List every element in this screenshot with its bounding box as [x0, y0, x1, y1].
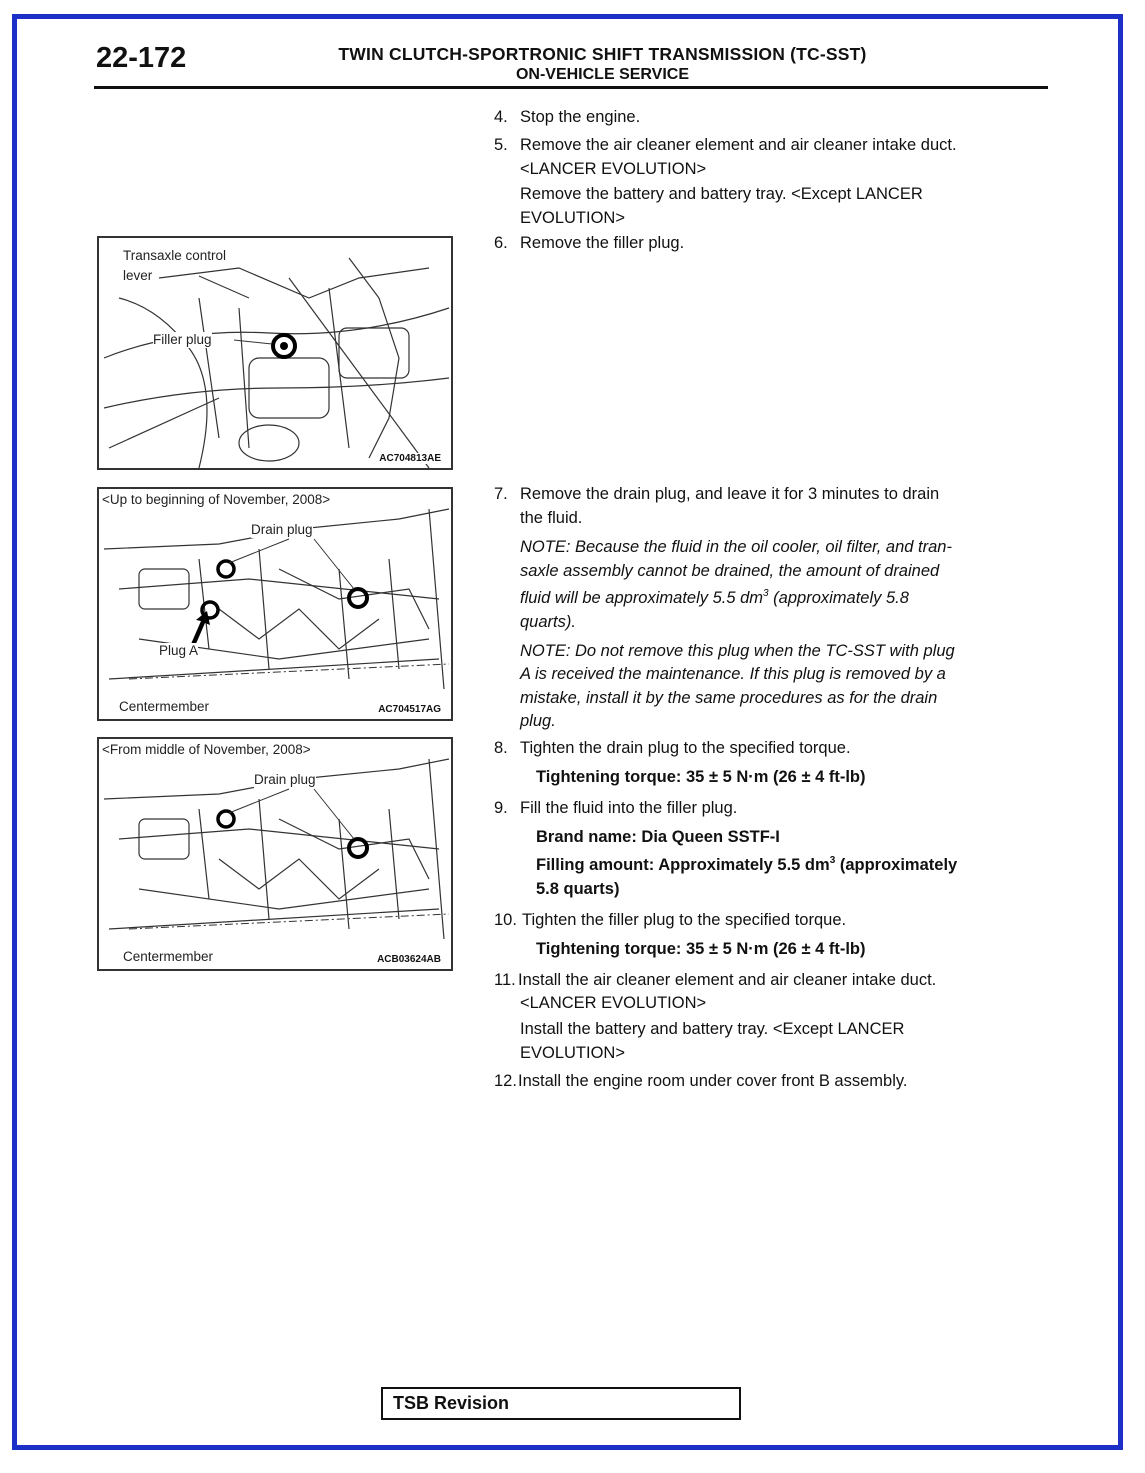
label-plug-a: Plug A: [159, 643, 199, 658]
label-drain-plug: Drain plug: [254, 772, 316, 787]
step-7-note2-line2: A is received the maintenance. If this plug is removed by a: [520, 665, 946, 683]
section-subtitle: ON-VEHICLE SERVICE: [515, 66, 690, 83]
figure-drain-plug-early: [97, 487, 453, 721]
figure-code: AC704517AG: [378, 704, 441, 715]
step-7-line1: Remove the drain plug, and leave it for 3 minutes to drain: [520, 485, 940, 503]
step-5-line1: Remove the air cleaner element and air cleaner intake duct.: [520, 136, 957, 154]
header-rule: [94, 86, 1048, 89]
step-5-line3: Remove the battery and battery tray. <Except LANCER: [520, 185, 923, 203]
label-centermember: Centermember: [119, 699, 210, 714]
step-5-line2: <LANCER EVOLUTION>: [520, 160, 707, 178]
label-drain-plug: Drain plug: [251, 522, 313, 537]
step-7-note1-line3: [520, 586, 909, 610]
note1-amount-text: fluid will be approximately 5.5 dm: [520, 589, 764, 607]
step-12-number: 12.: [494, 1072, 517, 1090]
step-7-note2-line4: plug.: [520, 712, 556, 730]
step-9-text: Fill the fluid into the filler plug.: [520, 799, 738, 817]
filling-superscript: 3: [829, 854, 836, 866]
step-9-brand: Brand name: Dia Queen SSTF-I: [536, 828, 780, 846]
caption-up-to-november: <Up to beginning of November, 2008>: [102, 492, 331, 507]
step-8-torque-spec: Tightening torque: 35 ± 5 N·m (26 ± 4 ft-lb): [536, 768, 866, 786]
label-filler-plug: Filler plug: [153, 332, 212, 347]
figure-filler-plug: [97, 236, 453, 470]
note1-amount-rest: (approximately 5.8: [768, 589, 909, 607]
step-11-line2: <LANCER EVOLUTION>: [520, 994, 707, 1012]
step-7-note2-line1: NOTE: Do not remove this plug when the TC-SST with plug: [520, 642, 955, 660]
label-transaxle-control: Transaxle control: [123, 248, 227, 263]
step-8-number: 8.: [494, 739, 508, 757]
step-7-note1-line4: quarts).: [520, 613, 576, 631]
page-number: 22-172: [96, 42, 187, 74]
note1-superscript: 3: [763, 587, 769, 599]
step-7-note1-line2: saxle assembly cannot be drained, the amount of drained: [520, 562, 940, 580]
figure-code: AC704813AE: [379, 453, 441, 464]
step-7-note2-line3: mistake, install it by the same procedures as for the drain: [520, 689, 938, 707]
label-lever: lever: [123, 268, 153, 283]
step-7-number: 7.: [494, 485, 508, 503]
filling-amount-text: Filling amount: Approximately 5.5 dm: [536, 856, 830, 874]
step-11-line3: Install the battery and battery tray. <Except LANCER: [520, 1020, 905, 1038]
step-9-filling-quarts: 5.8 quarts): [536, 880, 620, 898]
step-4-number: 4.: [494, 108, 508, 126]
step-6-number: 6.: [494, 234, 508, 252]
step-7-line2: the fluid.: [520, 509, 583, 527]
filling-amount-rest: (approximately: [835, 856, 958, 874]
step-10-torque-spec: Tightening torque: 35 ± 5 N·m (26 ± 4 ft-lb): [536, 940, 866, 958]
label-centermember: Centermember: [123, 949, 214, 964]
section-title: TWIN CLUTCH-SPORTRONIC SHIFT TRANSMISSION (TC-SST): [338, 44, 867, 64]
tsb-revision-box: TSB Revision: [381, 1387, 741, 1420]
step-11-number: 11.: [494, 971, 516, 989]
step-5-number: 5.: [494, 136, 508, 154]
step-9-number: 9.: [494, 799, 508, 817]
figure-drain-plug-late: [97, 737, 453, 971]
caption-from-november: <From middle of November, 2008>: [102, 742, 311, 757]
step-11-line4: EVOLUTION>: [520, 1044, 625, 1062]
step-9-filling-amount: [536, 853, 957, 877]
step-5-line4: EVOLUTION>: [520, 209, 625, 227]
step-10-text: Tighten the filler plug to the specified torque.: [522, 911, 847, 929]
step-11-line1: Install the air cleaner element and air cleaner intake duct.: [518, 971, 937, 989]
step-12-text: Install the engine room under cover front B assembly.: [518, 1072, 908, 1090]
step-7-note1-line1: NOTE: Because the fluid in the oil cooler, oil filter, and tran-: [520, 538, 952, 556]
step-8-text: Tighten the drain plug to the specified torque.: [520, 739, 851, 757]
step-10-number: 10.: [494, 911, 517, 929]
figure-code: ACB03624AB: [377, 954, 441, 965]
step-4-text: Stop the engine.: [520, 108, 641, 126]
step-6-text: Remove the filler plug.: [520, 234, 685, 252]
